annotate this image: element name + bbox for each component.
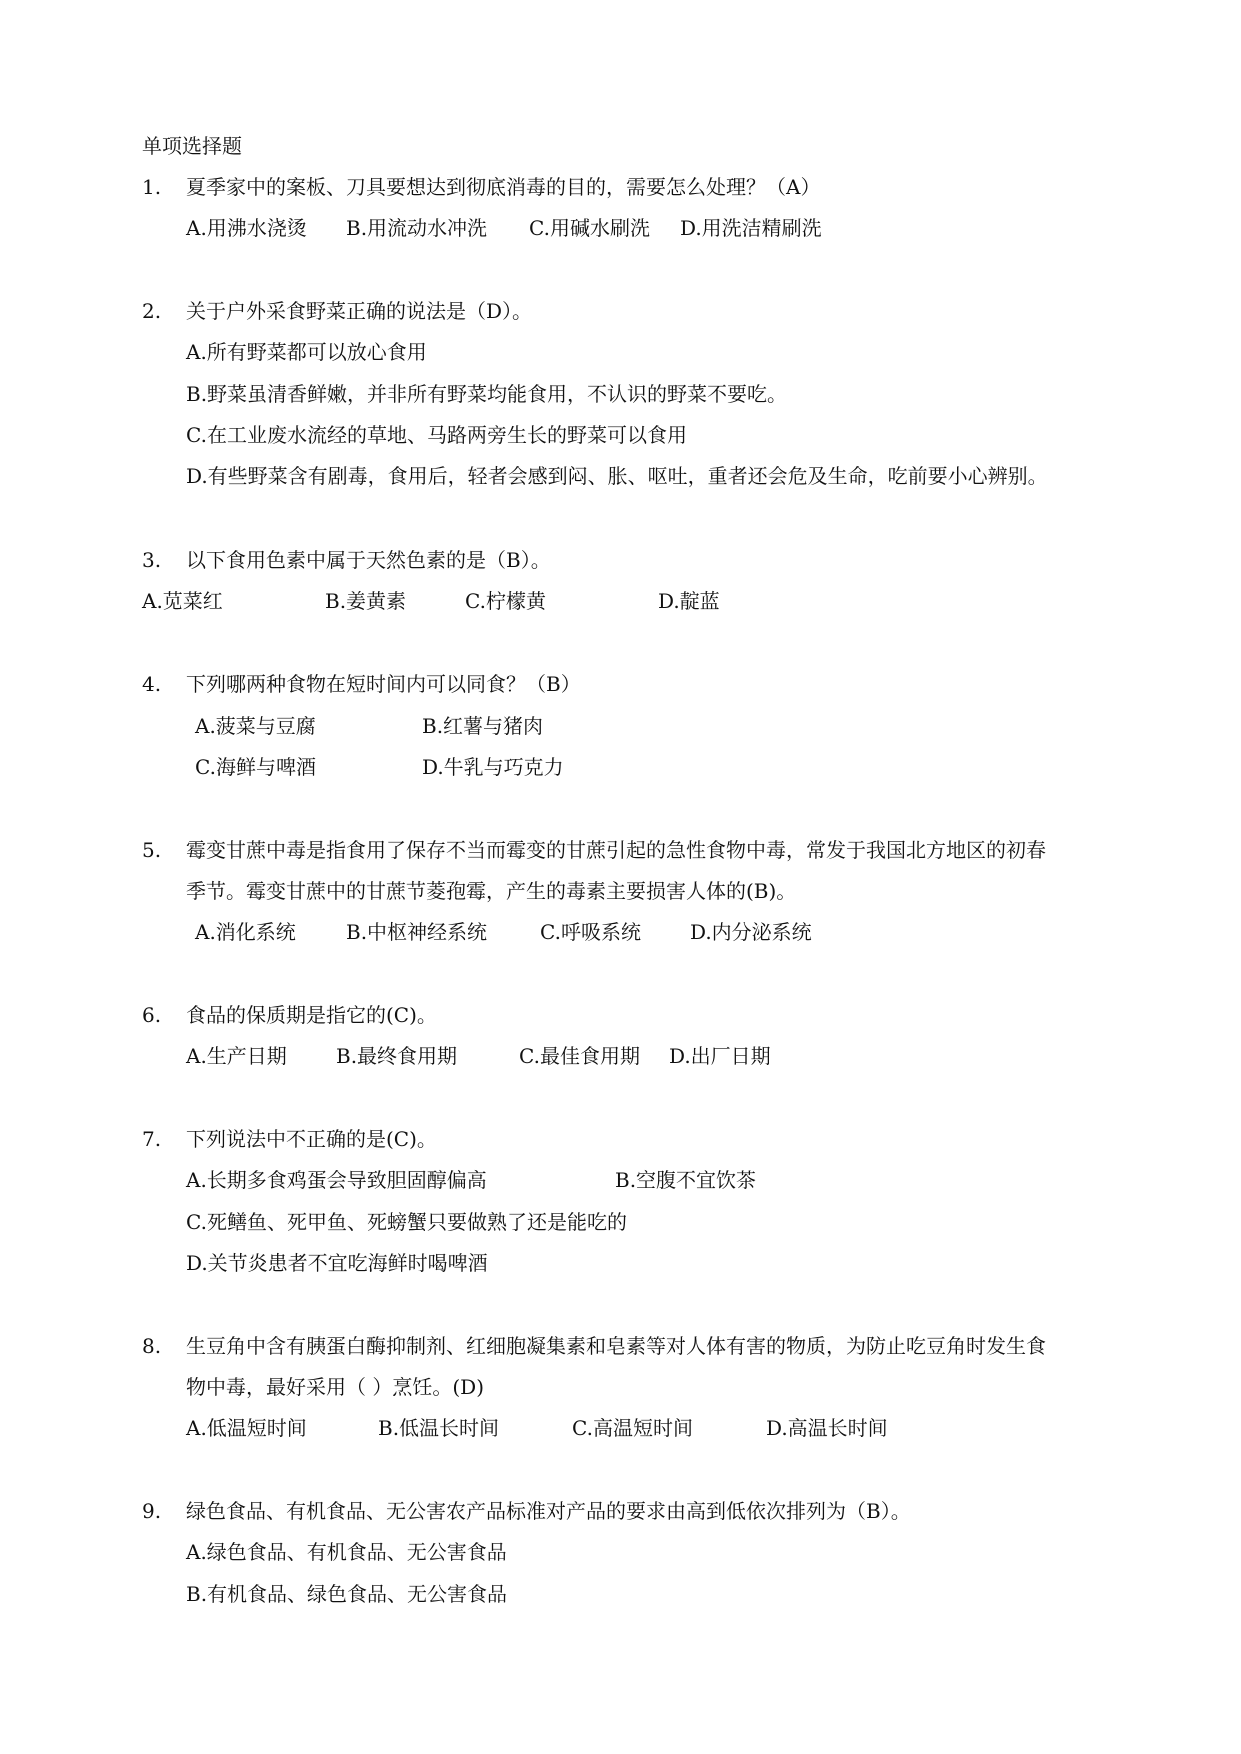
- question-3-number: 3.: [142, 548, 162, 572]
- question-9-option-b: B.有机食品、绿色食品、无公害食品: [186, 1582, 508, 1606]
- question-7-option-c: C.死鳝鱼、死甲鱼、死螃蟹只要做熟了还是能吃的: [186, 1210, 627, 1234]
- question-7-option-d: D.关节炎患者不宜吃海鲜时喝啤酒: [186, 1251, 488, 1275]
- question-8-option-c: C.高温短时间: [572, 1416, 693, 1440]
- question-5-text-line-2: 季节。霉变甘蔗中的甘蔗节菱孢霉，产生的毒素主要损害人体的(B)。: [186, 879, 797, 903]
- question-2-option-c: C.在工业废水流经的草地、马路两旁生长的野菜可以食用: [186, 423, 687, 447]
- question-4-number: 4.: [142, 672, 162, 696]
- question-6-option-a: A.生产日期: [186, 1044, 287, 1068]
- question-1-option-c: C.用碱水刷洗: [529, 216, 650, 240]
- question-5-option-c: C.呼吸系统: [540, 920, 641, 944]
- question-3-text: 以下食用色素中属于天然色素的是（B）。: [186, 548, 551, 572]
- question-3-option-a: A.苋菜红: [142, 589, 223, 613]
- question-8-text-line-2: 物中毒，最好采用（ ）烹饪。(D): [186, 1375, 484, 1399]
- question-5-option-d: D.内分泌系统: [690, 920, 812, 944]
- question-4-text: 下列哪两种食物在短时间内可以同食？（B）: [186, 672, 581, 696]
- question-6-number: 6.: [142, 1003, 162, 1027]
- question-7-option-a: A.长期多食鸡蛋会导致胆固醇偏高: [186, 1168, 487, 1192]
- question-5-option-b: B.中枢神经系统: [346, 920, 488, 944]
- question-1-option-a: A.用沸水浇烫: [186, 216, 307, 240]
- question-1-number: 1.: [142, 175, 162, 199]
- question-7-number: 7.: [142, 1127, 162, 1151]
- question-8-text-line-1: 生豆角中含有胰蛋白酶抑制剂、红细胞凝集素和皂素等对人体有害的物质，为防止吃豆角时发生食: [186, 1334, 1046, 1358]
- question-2-option-a: A.所有野菜都可以放心食用: [186, 340, 427, 364]
- question-8-option-b: B.低温长时间: [378, 1416, 500, 1440]
- question-4-option-c: C.海鲜与啤酒: [195, 755, 316, 779]
- question-1-option-b: B.用流动水冲洗: [346, 216, 488, 240]
- question-4-option-a: A.菠菜与豆腐: [195, 714, 316, 738]
- question-2-option-d: D.有些野菜含有剧毒，食用后，轻者会感到闷、胀、呕吐，重者还会危及生命，吃前要小心辨别。: [186, 464, 1048, 488]
- question-7-text: 下列说法中不正确的是(C)。: [186, 1127, 437, 1151]
- question-6-option-c: C.最佳食用期: [519, 1044, 640, 1068]
- question-2-option-b: B.野菜虽清香鲜嫩，并非所有野菜均能食用，不认识的野菜不要吃。: [186, 382, 788, 406]
- question-5-number: 5.: [142, 838, 162, 862]
- question-8-option-d: D.高温长时间: [766, 1416, 888, 1440]
- question-2-number: 2.: [142, 299, 162, 323]
- question-1-text: 夏季家中的案板、刀具要想达到彻底消毒的目的，需要怎么处理？（A）: [186, 175, 821, 199]
- question-3-option-d: D.靛蓝: [658, 589, 720, 613]
- section-title: 单项选择题: [142, 134, 242, 158]
- question-3-option-b: B.姜黄素: [325, 589, 407, 613]
- question-8-number: 8.: [142, 1334, 162, 1358]
- question-9-text: 绿色食品、有机食品、无公害农产品标准对产品的要求由高到低依次排列为（B）。: [186, 1499, 911, 1523]
- question-4-option-d: D.牛乳与巧克力: [422, 755, 564, 779]
- question-2-text: 关于户外采食野菜正确的说法是（D）。: [186, 299, 533, 323]
- question-5-option-a: A.消化系统: [195, 920, 296, 944]
- question-7-option-b: B.空腹不宜饮茶: [615, 1168, 757, 1192]
- question-8-option-a: A.低温短时间: [186, 1416, 307, 1440]
- question-6-text: 食品的保质期是指它的(C)。: [186, 1003, 437, 1027]
- question-6-option-d: D.出厂日期: [669, 1044, 771, 1068]
- question-1-option-d: D.用洗洁精刷洗: [680, 216, 822, 240]
- question-6-option-b: B.最终食用期: [336, 1044, 458, 1068]
- question-3-option-c: C.柠檬黄: [465, 589, 546, 613]
- question-4-option-b: B.红薯与猪肉: [422, 714, 544, 738]
- question-9-option-a: A.绿色食品、有机食品、无公害食品: [186, 1540, 507, 1564]
- question-5-text-line-1: 霉变甘蔗中毒是指食用了保存不当而霉变的甘蔗引起的急性食物中毒，常发于我国北方地区的初春: [186, 838, 1046, 862]
- question-9-number: 9.: [142, 1499, 162, 1523]
